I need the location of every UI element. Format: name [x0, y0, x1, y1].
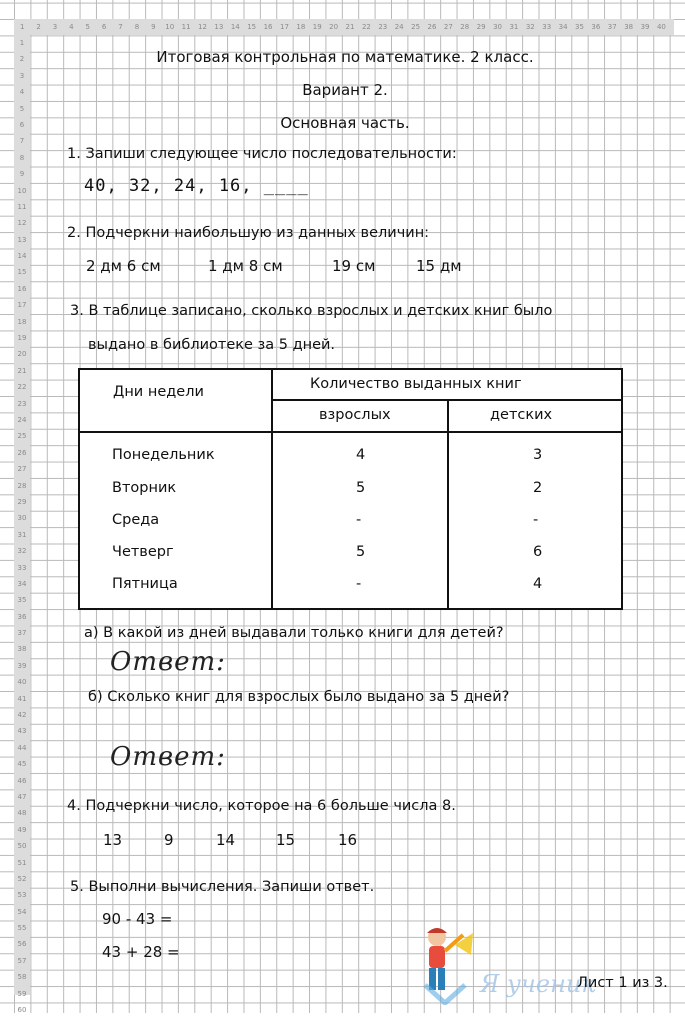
answer-a-label: Ответ:: [110, 647, 226, 677]
question-a: а) В какой из дней выдавали только книги для детей?: [84, 625, 504, 641]
column-ruler: [14, 19, 674, 35]
table-divider: [80, 431, 621, 433]
task4-number: 16: [338, 831, 358, 849]
task4-number: 9: [164, 831, 174, 849]
row-child: 3: [533, 447, 543, 463]
ruler-column-number: 2: [36, 23, 41, 31]
row-adult: 5: [356, 480, 366, 496]
library-books-table: [78, 368, 623, 610]
ruler-row-number: 28: [17, 481, 27, 490]
ruler-row-number: 21: [17, 366, 27, 375]
ruler-row-number: 59: [17, 989, 27, 998]
variant-label: Вариант 2.: [302, 81, 388, 99]
ruler-column-number: 4: [69, 23, 74, 31]
ruler-row-number: 47: [17, 792, 27, 801]
row-child: 4: [533, 576, 543, 592]
header-count: Количество выданных книг: [310, 376, 522, 392]
table-divider: [271, 399, 621, 401]
ruler-row-number: 49: [17, 825, 27, 834]
ruler-column-number: 30: [493, 23, 502, 31]
task4-prompt: 4. Подчеркни число, которое на 6 больше числа 8.: [67, 798, 456, 814]
answer-b-label: Ответ:: [110, 742, 226, 772]
row-adult: -: [356, 576, 362, 592]
ruler-row-number: 57: [17, 956, 27, 965]
ruler-column-number: 36: [591, 23, 601, 31]
ruler-row-number: 48: [17, 809, 27, 818]
task1-sequence: 40, 32, 24, 16, ____: [84, 176, 309, 196]
ruler-column-number: 19: [312, 23, 322, 31]
ruler-row-number: 42: [17, 711, 27, 720]
ruler-row-number: 16: [17, 284, 27, 293]
ruler-row-number: 14: [17, 252, 27, 261]
ruler-row-number: 40: [17, 678, 27, 687]
task3-prompt: 3. В таблице записано, сколько взрослых и детских книг было: [70, 303, 553, 319]
ruler-row-number: 9: [19, 170, 25, 179]
ruler-row-number: 5: [19, 104, 25, 113]
ruler-row-number: 34: [17, 579, 27, 588]
ruler-row-number: 33: [17, 563, 27, 572]
ruler-row-number: 39: [17, 661, 27, 670]
logo-text: Я ученик: [480, 970, 596, 998]
ruler-row-number: 53: [17, 891, 27, 900]
ruler-row-number: 20: [17, 350, 27, 359]
ruler-row-number: 27: [17, 465, 27, 474]
row-day: Четверг: [112, 544, 174, 560]
ruler-column-number: 34: [558, 23, 568, 31]
ruler-row-number: 41: [17, 694, 27, 703]
row-child: 6: [533, 544, 543, 560]
ruler-row-number: 55: [17, 924, 27, 933]
ruler-row-number: 10: [17, 186, 27, 195]
task2-value: 15 дм: [416, 257, 462, 275]
ruler-row-number: 36: [17, 612, 27, 621]
ruler-column-number: 21: [345, 23, 355, 31]
ruler-column-number: 29: [476, 23, 486, 31]
task3-prompt-cont: выдано в библиотеке за 5 дней.: [88, 337, 336, 353]
ruler-column-number: 10: [165, 23, 175, 31]
row-adult: -: [356, 512, 362, 528]
ruler-row-number: 15: [17, 268, 27, 277]
ruler-column-number: 22: [361, 23, 371, 31]
ruler-row-number: 54: [17, 907, 27, 916]
ruler-row-number: 45: [17, 760, 27, 769]
ruler-column-number: 11: [181, 23, 191, 31]
ruler-column-number: 1: [19, 23, 25, 31]
ruler-column-number: 35: [575, 23, 584, 31]
task5-expression: 90 - 43 =: [102, 910, 173, 928]
row-day: Пятница: [112, 576, 178, 592]
ruler-row-number: 46: [17, 776, 27, 785]
test-title: Итоговая контрольная по математике. 2 класс.: [156, 48, 534, 66]
ruler-column-number: 13: [214, 23, 224, 31]
ruler-row-number: 11: [17, 202, 27, 211]
task5-expression: 43 + 28 =: [102, 943, 180, 961]
row-adult: 5: [356, 544, 366, 560]
header-adult: взрослых: [319, 407, 391, 423]
task4-number: 13: [103, 831, 123, 849]
ruler-column-number: 33: [542, 23, 552, 31]
ruler-row-number: 51: [17, 858, 27, 867]
ruler-column-number: 15: [247, 23, 257, 31]
header-child: детских: [490, 407, 553, 423]
ruler-row-number: 4: [19, 88, 25, 97]
ruler-row-number: 6: [19, 120, 25, 129]
ruler-row-number: 7: [19, 137, 25, 146]
ruler-row-number: 37: [17, 629, 27, 638]
task5-prompt: 5. Выполни вычисления. Запиши ответ.: [70, 879, 375, 895]
ruler-row-number: 17: [17, 301, 27, 310]
row-child: -: [533, 512, 539, 528]
page-indicator: Лист 1 из 3.: [577, 975, 668, 991]
ruler-row-number: 19: [17, 334, 27, 343]
ruler-row-number: 12: [17, 219, 27, 228]
ruler-row-number: 31: [17, 530, 27, 539]
task1-prompt: 1. Запиши следующее число последовательности:: [67, 146, 457, 162]
ruler-column-number: 28: [460, 23, 470, 31]
section-label: Основная часть.: [280, 114, 410, 132]
header-days: Дни недели: [113, 384, 204, 400]
ruler-column-number: 14: [230, 23, 240, 31]
ruler-column-number: 8: [134, 23, 140, 31]
task4-number: 15: [276, 831, 296, 849]
ruler-row-number: 23: [17, 399, 27, 408]
task2-value: 2 дм 6 см: [86, 257, 161, 275]
row-day: Понедельник: [112, 447, 215, 463]
ruler-row-number: 22: [17, 383, 27, 392]
ruler-column-number: 12: [198, 23, 207, 31]
row-ruler: [14, 35, 30, 1015]
ruler-row-number: 30: [17, 514, 27, 523]
ruler-row-number: 35: [17, 596, 27, 605]
ruler-row-number: 56: [17, 940, 27, 949]
ruler-row-number: 44: [17, 743, 27, 752]
ruler-column-number: 24: [394, 23, 404, 31]
row-adult: 4: [356, 447, 366, 463]
ruler-row-number: 32: [17, 547, 27, 556]
ruler-column-number: 20: [329, 23, 339, 31]
ruler-row-number: 60: [17, 1006, 27, 1015]
ruler-row-number: 3: [19, 71, 25, 80]
table-divider: [271, 431, 273, 608]
question-b: б) Сколько книг для взрослых было выдано за 5 дней?: [88, 689, 510, 705]
ruler-row-number: 58: [17, 973, 27, 982]
ruler-column-number: 32: [525, 23, 535, 31]
ruler-column-number: 39: [640, 23, 650, 31]
ruler-row-number: 52: [17, 874, 27, 883]
ruler-row-number: 43: [17, 727, 27, 736]
row-day: Среда: [112, 512, 160, 528]
ruler-column-number: 6: [101, 23, 107, 31]
ruler-column-number: 25: [411, 23, 421, 31]
ruler-row-number: 18: [17, 317, 27, 326]
ruler-column-number: 27: [443, 23, 453, 31]
ruler-row-number: 38: [17, 645, 27, 654]
ruler-row-number: 26: [17, 448, 27, 457]
ruler-column-number: 17: [279, 23, 289, 31]
ruler-row-number: 24: [17, 415, 27, 424]
ruler-row-number: 50: [17, 842, 27, 851]
ruler-column-number: 40: [656, 23, 666, 31]
ruler-row-number: 13: [17, 235, 27, 244]
ruler-column-number: 31: [509, 23, 519, 31]
ruler-column-number: 9: [151, 23, 156, 31]
ruler-row-number: 2: [19, 55, 25, 64]
ruler-column-number: 26: [427, 23, 437, 31]
ruler-row-number: 25: [17, 432, 27, 441]
task2-value: 1 дм 8 см: [208, 257, 283, 275]
ruler-column-number: 23: [378, 23, 388, 31]
ruler-column-number: 38: [624, 23, 634, 31]
row-child: 2: [533, 480, 543, 496]
ruler-column-number: 7: [118, 23, 123, 31]
task2-value: 19 см: [332, 257, 376, 275]
task4-number: 14: [216, 831, 236, 849]
ruler-column-number: 37: [607, 23, 617, 31]
ruler-row-number: 1: [19, 39, 25, 47]
ruler-column-number: 18: [296, 23, 306, 31]
ruler-column-number: 5: [85, 23, 90, 31]
row-day: Вторник: [112, 480, 177, 496]
ruler-row-number: 8: [19, 153, 25, 162]
table-divider: [271, 370, 273, 431]
ruler-column-number: 16: [263, 23, 273, 31]
task2-prompt: 2. Подчеркни наибольшую из данных величин:: [67, 225, 430, 241]
ruler-row-number: 29: [17, 497, 27, 506]
ruler-column-number: 3: [52, 23, 58, 31]
